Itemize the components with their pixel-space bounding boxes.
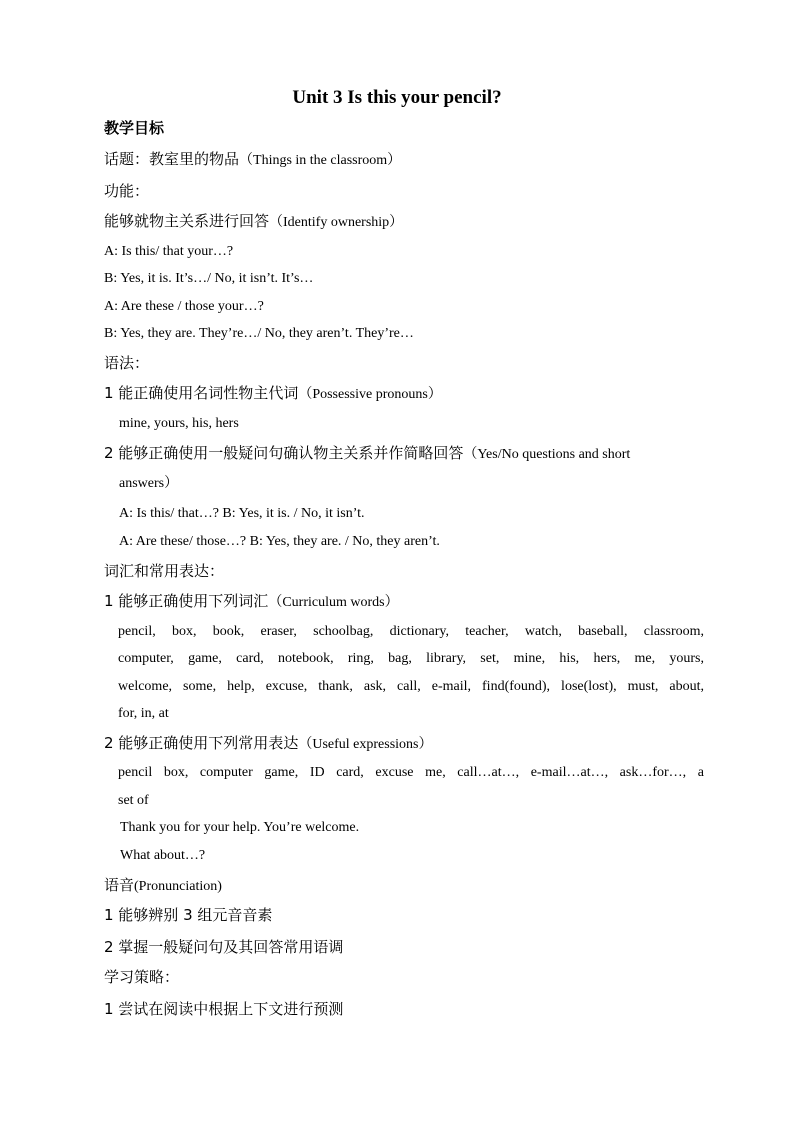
- text-line-main: A: Is this/ that…? B: Yes, it is. / No, it isn’t.: [119, 506, 365, 521]
- text-line: [120, 818, 359, 838]
- text-line-main: A: Are these/ those…? B: Yes, they are. / No, they aren’t.: [119, 534, 440, 549]
- text-line-main: welcome, some, help, excuse, thank, ask, call, e-mail, find(found), lose(lost), must, about,: [118, 679, 704, 694]
- text-line: [104, 590, 399, 614]
- text-line: [104, 998, 343, 1020]
- text-line-main: A: Are these / those your…?: [104, 299, 264, 314]
- text-line: [118, 649, 704, 669]
- text-line-main: A: Is this/ that your…?: [104, 244, 234, 259]
- text-line-main: answers）: [119, 476, 179, 491]
- text-line-main: 2 掌握一般疑问句及其回答常用语调: [104, 938, 344, 956]
- text-line-main: 话题：教室里的物品: [104, 150, 240, 168]
- text-line: [104, 904, 272, 926]
- text-line-main: B: Yes, they are. They’re…/ No, they aren’t. They’re…: [104, 326, 414, 341]
- text-line: [104, 352, 149, 374]
- text-line: [119, 504, 365, 524]
- text-line-main: 语音: [104, 876, 135, 894]
- text-line: [118, 622, 704, 642]
- text-line-english: （Curriculum words）: [268, 595, 399, 610]
- text-line: [120, 846, 205, 866]
- text-line-english: （Yes/No questions and short: [463, 447, 631, 462]
- text-line: [119, 414, 239, 434]
- text-line-main: 1 能够辨别 3 组元音音素: [104, 906, 273, 924]
- text-line-main: 能够就物主关系进行回答: [104, 212, 270, 230]
- text-line-main: set of: [118, 793, 149, 808]
- text-line: [104, 560, 224, 582]
- text-line: [104, 269, 313, 289]
- text-line: [104, 382, 442, 406]
- text-line: [104, 442, 630, 466]
- text-line-main: What about…?: [120, 848, 206, 863]
- text-line: [119, 532, 440, 552]
- text-line-main: 1 能正确使用名词性物主代词: [104, 384, 299, 402]
- text-line-main: 1 尝试在阅读中根据上下文进行预测: [104, 1000, 344, 1018]
- text-line-main: 1 能够正确使用下列词汇: [104, 592, 269, 610]
- text-line: [104, 936, 343, 958]
- text-line-english: (Pronunciation): [134, 879, 222, 894]
- text-line-main: B: Yes, it is. It’s…/ No, it isn’t. It’s…: [104, 271, 314, 286]
- text-line-main: 2 能够正确使用一般疑问句确认物主关系并作简略回答: [104, 444, 464, 462]
- text-line: [104, 242, 233, 262]
- text-line: [104, 117, 164, 139]
- text-line-main: 教学目标: [104, 119, 165, 137]
- text-line: [118, 791, 149, 811]
- text-line-main: for, in, at: [118, 706, 169, 721]
- text-line: [104, 966, 179, 988]
- text-line: [118, 677, 704, 697]
- document-title: Unit 3 Is this your pencil?: [292, 87, 502, 108]
- text-line: [104, 874, 222, 898]
- text-line-main: 2 能够正确使用下列常用表达: [104, 734, 299, 752]
- text-line-main: mine, yours, his, hers: [119, 416, 239, 431]
- text-line-main: 功能：: [104, 182, 150, 200]
- text-line-english: （Useful expressions）: [298, 737, 433, 752]
- text-line: [104, 297, 264, 317]
- text-line-main: computer, game, card, notebook, ring, bag, library, set, mine, his, hers, me, yours,: [118, 651, 704, 666]
- text-line: [118, 763, 704, 783]
- text-line: [104, 732, 432, 756]
- text-line-main: 语法：: [104, 354, 150, 372]
- text-line-english: （Identify ownership）: [269, 215, 404, 230]
- text-line: [104, 180, 149, 202]
- text-line-english: （Possessive pronouns）: [298, 387, 442, 402]
- text-line: [104, 148, 401, 172]
- text-line-main: Thank you for your help. You’re welcome.: [120, 820, 360, 835]
- text-line-main: pencil, box, book, eraser, schoolbag, dictionary, teacher, watch, baseball, classroom,: [118, 624, 704, 639]
- text-line-english: （Things in the classroom）: [239, 153, 402, 168]
- text-line-main: 词汇和常用表达：: [104, 562, 225, 580]
- text-line: [119, 474, 178, 494]
- text-line: [104, 324, 414, 344]
- text-line-main: pencil box, computer game, ID card, excuse me, call…at…, e-mail…at…, ask…for…, a: [118, 765, 704, 780]
- text-line: [104, 210, 403, 234]
- text-line: [118, 704, 169, 724]
- text-line-main: 学习策略：: [104, 968, 180, 986]
